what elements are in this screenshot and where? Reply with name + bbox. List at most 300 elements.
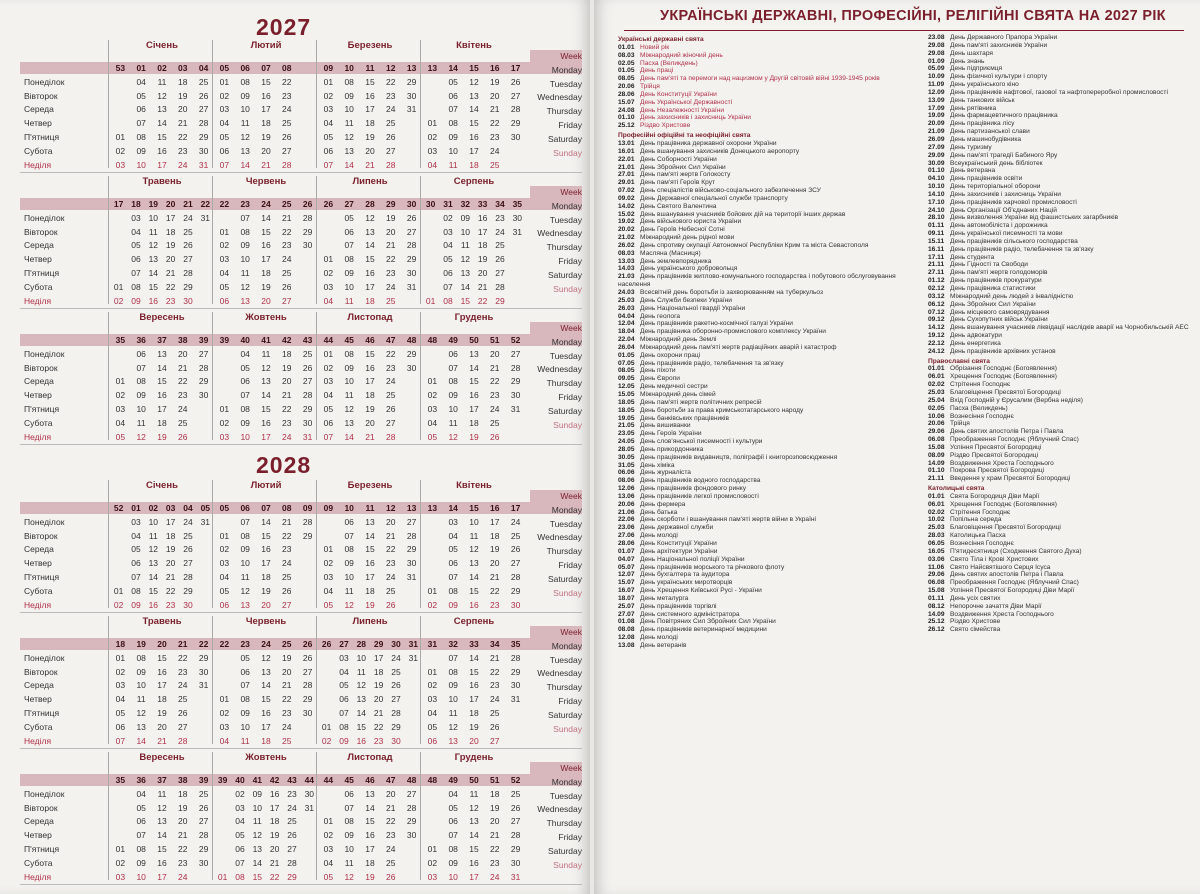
week-number: 30 <box>391 639 401 649</box>
day-cell: 13 <box>469 90 479 101</box>
day-cell <box>193 417 214 431</box>
holiday-item <box>928 42 1192 50</box>
holiday-name: День Конституції України <box>640 90 717 98</box>
day-cell: 25 <box>178 417 188 428</box>
day-cell <box>297 543 318 557</box>
day-cell <box>110 829 131 843</box>
day-cell: 02 <box>113 295 124 306</box>
holiday-name: Міжнародний день сімей <box>640 390 716 398</box>
day-cell: 14 <box>157 118 167 129</box>
day-row <box>214 721 318 735</box>
day-cell: 28 <box>302 680 313 691</box>
day-cell: 25 <box>386 857 396 868</box>
holiday-name: День працівників ракетно-космічної галузі України <box>640 320 793 328</box>
week-numbers-row <box>318 502 422 516</box>
holiday-item <box>928 136 1192 144</box>
right-page-holidays <box>594 0 1200 894</box>
day-cell <box>318 666 335 680</box>
week-number: 19 <box>136 639 146 649</box>
week-numbers-row <box>214 638 318 652</box>
month-divider <box>316 40 317 168</box>
holiday-date: 02.05 <box>618 59 635 67</box>
day-cell: 21 <box>282 212 292 223</box>
holiday-date: 01.05 <box>618 351 635 359</box>
weekday-labels-en <box>530 186 582 296</box>
day-cell <box>401 295 422 309</box>
day-cell: 10 <box>240 721 250 732</box>
holiday-date: 15.02 <box>618 210 635 218</box>
holiday-item <box>928 324 1192 332</box>
holiday-date: 15.08 <box>928 587 945 595</box>
day-cell: 30 <box>510 131 521 142</box>
day-cell: 27 <box>510 90 521 101</box>
row-divider <box>20 444 582 445</box>
holiday-name: День працівників архівних установ <box>950 347 1056 355</box>
day-cell: 25 <box>386 390 396 401</box>
day-cell: 05 <box>427 721 438 732</box>
holiday-name: День батька <box>640 508 678 516</box>
week-number: 22 <box>200 199 211 209</box>
day-cell: 27 <box>183 254 193 265</box>
day-cell: 22 <box>178 843 188 854</box>
day-cell: 26 <box>490 431 500 442</box>
day-cell: 23 <box>282 544 292 555</box>
holiday-item <box>928 199 1192 207</box>
holiday-date: 06.06 <box>618 469 635 477</box>
weekday-label-en: Week <box>530 322 582 336</box>
week-number: 51 <box>490 775 500 785</box>
day-cell: 12 <box>157 802 167 813</box>
day-cell: 20 <box>490 90 500 101</box>
day-cell: 03 <box>323 843 334 854</box>
week-number: 35 <box>115 775 126 785</box>
day-cell: 28 <box>510 362 521 373</box>
holiday-date: 01.10 <box>618 114 635 122</box>
month-3 <box>318 480 422 610</box>
day-cell: 24 <box>386 104 396 115</box>
month-day-grid <box>110 774 214 884</box>
day-cell: 01 <box>323 76 334 87</box>
day-cell: 24 <box>282 558 292 569</box>
holiday-name: День автомобіліста і дорожника <box>950 222 1048 230</box>
day-cell: 12 <box>261 652 271 663</box>
holiday-date: 24.10 <box>928 206 945 214</box>
day-cell <box>401 117 422 131</box>
day-row <box>110 389 214 403</box>
holiday-name: Міжнародний день Землі <box>640 336 717 344</box>
day-cell: 10 <box>148 516 159 527</box>
month-6 <box>214 616 318 746</box>
holiday-item <box>928 532 1192 540</box>
day-cell: 26 <box>495 254 505 265</box>
week-number: 24 <box>261 639 271 649</box>
holiday-name: День вшанування учасників ліквідації наслідків аварії на Чорнобильській АЕС <box>950 324 1189 332</box>
day-cell: 08 <box>240 694 250 705</box>
day-cell: 20 <box>469 735 479 746</box>
day-row <box>214 403 318 417</box>
holiday-item <box>928 222 1192 230</box>
day-cell: 14 <box>344 159 354 170</box>
holiday-name: День працівників сільського господарства <box>950 237 1078 245</box>
day-row <box>110 516 214 530</box>
day-cell: 07 <box>240 212 250 223</box>
weekday-label-en: Tuesday <box>549 790 582 801</box>
day-cell: 26 <box>386 131 396 142</box>
holiday-item <box>618 634 918 642</box>
week-number: 50 <box>469 335 479 345</box>
day-row <box>422 253 526 267</box>
holiday-item <box>618 203 918 211</box>
week-number: 02 <box>157 63 167 73</box>
weekday-label-en: Saturday <box>547 133 582 144</box>
weekday-label-en: Saturday <box>547 269 582 280</box>
day-row <box>422 666 526 680</box>
day-cell: 29 <box>510 118 521 129</box>
holiday-date: 17.10 <box>928 198 945 206</box>
day-cell <box>193 721 214 735</box>
day-row <box>318 652 422 666</box>
day-cell: 22 <box>490 585 500 596</box>
day-cell: 06 <box>448 816 458 827</box>
holiday-date: 16.01 <box>618 147 635 155</box>
month-divider <box>316 312 317 440</box>
day-cell: 06 <box>219 145 230 156</box>
holiday-item <box>928 389 1192 397</box>
day-cell: 01 <box>115 131 126 142</box>
day-cell <box>110 90 131 104</box>
day-cell <box>214 362 235 376</box>
holiday-name: Свята Богородиця Діви Марії <box>950 492 1040 500</box>
day-cell: 23 <box>386 558 396 569</box>
day-cell: 11 <box>148 530 158 541</box>
day-row <box>318 117 422 131</box>
day-cell: 03 <box>115 159 126 170</box>
weekday-labels-uk <box>24 62 110 172</box>
holiday-name: День молоді <box>640 634 678 642</box>
day-cell: 29 <box>183 281 193 292</box>
day-cell: 02 <box>219 707 230 718</box>
weekday-label-en: Friday <box>558 255 582 266</box>
holiday-name: День пам'яті Героїв Крут <box>640 179 716 187</box>
day-cell <box>193 735 214 749</box>
day-cell: 08 <box>240 226 250 237</box>
holiday-name: День Хрещення Київської Русі - України <box>640 587 762 595</box>
day-cell: 10 <box>240 104 250 115</box>
week-number: 51 <box>490 335 500 345</box>
day-cell: 02 <box>321 735 332 746</box>
month-divider <box>108 616 109 744</box>
day-cell: 15 <box>261 530 271 541</box>
day-row <box>214 253 318 267</box>
holiday-name: Міжнародний день рідної мови <box>640 234 735 242</box>
week-numbers-row <box>422 774 526 788</box>
month-day-grid <box>110 502 214 612</box>
day-cell: 28 <box>282 159 292 170</box>
day-cell: 06 <box>443 267 453 278</box>
day-row <box>318 362 422 376</box>
day-cell: 15 <box>469 376 479 387</box>
day-row <box>214 788 318 802</box>
day-row <box>214 375 318 389</box>
day-row <box>214 871 318 885</box>
holiday-name: День пам'яті трагедії Бабиного Яру <box>950 151 1058 159</box>
holiday-name: День Організації Об'єднаних Націй <box>950 206 1057 214</box>
weekday-label-en: Sunday <box>553 587 582 598</box>
day-cell: 27 <box>406 226 417 237</box>
day-cell: 20 <box>386 788 396 799</box>
holiday-item <box>928 97 1192 105</box>
day-row <box>318 375 422 389</box>
day-cell <box>297 557 318 571</box>
month-divider <box>420 480 421 608</box>
day-cell: 20 <box>178 816 188 827</box>
day-cell: 18 <box>269 816 280 827</box>
day-cell: 24 <box>178 871 188 882</box>
weekday-label-en: Monday <box>551 640 582 651</box>
day-cell: 04 <box>219 571 230 582</box>
day-row <box>422 131 526 145</box>
day-cell: 15 <box>365 76 375 87</box>
day-cell: 03 <box>219 431 230 442</box>
day-row <box>422 212 526 226</box>
day-cell: 18 <box>469 707 479 718</box>
holiday-date: 01.09 <box>928 57 945 65</box>
day-cell: 28 <box>183 571 193 582</box>
holiday-item <box>928 381 1192 389</box>
holiday-date: 15.07 <box>618 579 635 587</box>
day-cell: 23 <box>490 390 500 401</box>
day-cell: 28 <box>391 707 401 718</box>
day-cell: 27 <box>302 666 313 677</box>
holiday-item <box>928 285 1192 293</box>
day-cell: 04 <box>323 118 334 129</box>
holiday-item <box>618 242 918 250</box>
holiday-date: 01.11 <box>928 594 945 602</box>
day-cell: 10 <box>240 558 250 569</box>
day-cell: 25 <box>183 226 193 237</box>
week-number: 30 <box>425 199 436 209</box>
holiday-date: 02.02 <box>928 508 945 516</box>
day-row <box>110 362 214 376</box>
day-cell: 14 <box>240 159 250 170</box>
holiday-date: 23.08 <box>928 34 945 41</box>
day-cell: 08 <box>448 666 458 677</box>
month-name: Жовтень <box>245 752 287 763</box>
weekday-label-en: Thursday <box>546 818 582 829</box>
day-cell <box>505 735 526 749</box>
holiday-item <box>618 336 918 344</box>
day-row <box>110 239 214 253</box>
week-number: 29 <box>373 639 384 649</box>
holiday-name: День Сухопутних військ України <box>950 316 1048 324</box>
day-cell: 13 <box>460 267 471 278</box>
holiday-item <box>618 407 918 415</box>
day-row <box>214 103 318 117</box>
day-cell: 03 <box>219 254 230 265</box>
holiday-name: День святих апостолів Петра і Павла <box>950 571 1064 579</box>
holiday-item <box>928 397 1192 405</box>
day-cell: 04 <box>448 530 458 541</box>
day-row <box>422 721 526 735</box>
day-cell: 04 <box>136 76 146 87</box>
day-cell <box>110 226 127 240</box>
day-cell: 03 <box>131 516 141 527</box>
day-cell: 10 <box>148 212 159 223</box>
week-number: 31 <box>427 639 438 649</box>
day-cell: 30 <box>512 212 523 223</box>
day-cell: 27 <box>490 735 500 746</box>
weekday-label: П'ятниця <box>24 707 60 718</box>
day-cell: 30 <box>510 390 521 401</box>
holiday-name: День захисників і захисниць України <box>640 114 751 122</box>
month-name: Січень <box>146 40 178 51</box>
holiday-item <box>618 446 918 454</box>
day-cell: 24 <box>495 226 505 237</box>
holiday-item <box>618 438 918 446</box>
day-cell: 20 <box>490 348 500 359</box>
day-cell: 18 <box>165 226 176 237</box>
holiday-name: Новий рік <box>640 43 670 51</box>
weekday-label-en: Saturday <box>547 709 582 720</box>
day-row <box>110 212 214 226</box>
day-cell: 10 <box>448 403 458 414</box>
day-cell: 20 <box>269 843 280 854</box>
day-cell <box>505 431 526 445</box>
holiday-date: 13.08 <box>618 641 635 649</box>
day-cell: 15 <box>261 76 271 87</box>
day-row <box>318 788 422 802</box>
month-name: Червень <box>245 176 287 187</box>
holiday-item <box>618 399 918 407</box>
month-9 <box>110 752 214 882</box>
day-cell: 25 <box>495 240 505 251</box>
day-cell: 18 <box>178 76 188 87</box>
month-12 <box>422 312 526 442</box>
day-cell: 19 <box>165 240 176 251</box>
month-divider <box>420 40 421 168</box>
week-number: 20 <box>165 199 176 209</box>
day-cell: 21 <box>282 516 292 527</box>
day-cell: 02 <box>323 558 334 569</box>
holiday-date: 02.02 <box>928 381 945 389</box>
day-row <box>318 431 422 445</box>
day-cell: 21 <box>178 830 188 841</box>
holiday-date: 25.12 <box>928 618 945 626</box>
day-cell: 04 <box>323 390 334 401</box>
day-cell: 13 <box>365 226 375 237</box>
day-cell: 15 <box>252 871 263 882</box>
month-name: Березень <box>347 480 393 491</box>
holiday-date: 01.07 <box>618 547 635 555</box>
day-cell: 20 <box>373 694 384 705</box>
day-cell: 06 <box>323 145 334 156</box>
holiday-date: 29.06 <box>928 571 945 579</box>
week-numbers-row <box>422 62 526 76</box>
weekday-label: Вівторок <box>24 362 58 373</box>
day-cell: 08 <box>448 585 458 596</box>
weekday-label: Середа <box>24 816 54 827</box>
holiday-date: 13.06 <box>618 492 635 500</box>
holiday-item <box>928 175 1192 183</box>
day-row <box>318 735 422 749</box>
month-quarter-row <box>20 312 582 442</box>
week-number: 50 <box>469 775 479 785</box>
month-3 <box>318 40 422 170</box>
day-cell: 28 <box>302 516 313 527</box>
day-cell: 15 <box>365 254 375 265</box>
holiday-date: 29.01 <box>618 179 635 187</box>
weekday-label-en: Thursday <box>546 106 582 117</box>
holiday-name: День підприємця <box>950 65 1003 73</box>
week-numbers-row <box>318 62 422 76</box>
day-cell: 26 <box>510 544 521 555</box>
holiday-date: 26.09 <box>928 135 945 143</box>
day-row <box>110 871 214 885</box>
holiday-date: 13.09 <box>928 96 945 104</box>
day-cell: 03 <box>323 281 334 292</box>
day-cell: 28 <box>287 857 297 868</box>
day-cell: 13 <box>469 348 479 359</box>
holiday-name: День Конституції України <box>640 540 717 547</box>
day-cell: 01 <box>219 694 230 705</box>
holiday-date: 06.12 <box>928 300 945 308</box>
day-cell: 21 <box>165 571 176 582</box>
holiday-date: 05.09 <box>928 65 945 73</box>
day-cell: 12 <box>157 90 167 101</box>
day-cell <box>401 599 422 613</box>
day-cell: 23 <box>178 390 188 401</box>
holiday-item <box>928 579 1192 587</box>
week-number: 25 <box>282 639 292 649</box>
day-cell: 19 <box>365 599 375 610</box>
day-cell: 23 <box>178 145 188 156</box>
day-cell: 25 <box>287 816 297 827</box>
day-cell <box>422 103 443 117</box>
holiday-name: Успіння Пресвятої Богородиці <box>950 443 1042 451</box>
holiday-item <box>928 332 1192 340</box>
holiday-item <box>928 183 1192 191</box>
holiday-date: 21.05 <box>618 422 635 430</box>
year-title-2028: 2028 <box>256 452 312 478</box>
day-cell: 13 <box>469 558 479 569</box>
day-cell: 02 <box>427 390 438 401</box>
holiday-date: 08.06 <box>618 477 635 485</box>
day-row <box>214 815 318 829</box>
day-row <box>110 103 214 117</box>
holiday-name: Всесвітній день боротьби із захворюванням на туберкульоз <box>640 289 824 296</box>
day-cell: 17 <box>469 403 479 414</box>
day-cell: 22 <box>282 403 292 414</box>
day-cell: 18 <box>469 417 479 428</box>
week-number: 27 <box>344 199 354 209</box>
holiday-date: 04.04 <box>618 312 635 320</box>
day-cell: 06 <box>448 558 458 569</box>
day-row <box>214 295 318 309</box>
day-cell: 14 <box>261 680 271 691</box>
day-cell: 28 <box>406 240 417 251</box>
day-cell: 19 <box>282 652 292 663</box>
day-cell <box>505 707 526 721</box>
day-cell: 11 <box>136 417 146 428</box>
day-row <box>422 76 526 90</box>
day-cell: 10 <box>344 104 354 115</box>
week-number: 33 <box>477 199 488 209</box>
day-cell: 18 <box>490 530 500 541</box>
week-number: 40 <box>235 775 245 785</box>
week-number: 26 <box>321 639 332 649</box>
holiday-name: День Європи <box>640 375 680 383</box>
holiday-date: 12.08 <box>618 634 635 642</box>
